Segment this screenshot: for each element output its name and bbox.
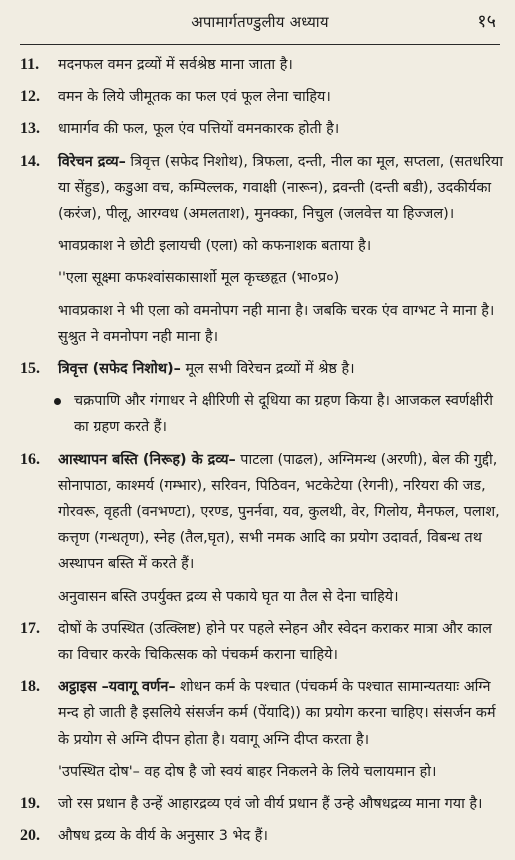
item-number: 20.	[20, 827, 40, 845]
item-text: औषध द्रव्य के वीर्य के अनुसार 3 भेद हैं।	[58, 828, 268, 845]
item-number: 11.	[20, 56, 40, 73]
list-item-15	[20, 356, 504, 382]
item-heading: त्रिवृत्त (सफेद निशोथ)–	[58, 361, 181, 378]
paragraph-note: अनुवासन बस्ति उपर्युक्त द्रव्य से पकाये घृत या तैल से देना चाहिये।	[58, 588, 399, 605]
item-number: 12.	[20, 88, 40, 106]
list-item-18	[20, 674, 504, 753]
bullet-icon	[54, 398, 61, 405]
list-item-11	[20, 52, 504, 78]
list-item-16	[20, 447, 504, 578]
item-text: शोधन कर्म के पश्चात (पंचकर्म के पश्चात सामान्यतयाः अग्नि मन्द हो जाती है इसलिये संसर्जन कर्म (पेंयादि)) का प्रयोग करना चाहिए। संसर्जन कर्म के प्रयोग से अग्नि दीपन होता है। यवागू अग्नि दीप्त करता है।	[58, 679, 496, 748]
list-item-12	[20, 84, 504, 110]
item-text: धामार्गव की फल, फूल एंव पत्तियों वमनकारक होती है।	[58, 121, 340, 138]
item-number: 16.	[20, 450, 40, 468]
item-number: 13.	[20, 120, 40, 138]
item-text: मदनफल वमन द्रव्यों में सर्वश्रेष्ठ माना जाता है।	[58, 57, 293, 73]
item-heading: आस्थापन बस्ति (निरूह) के द्रव्य–	[58, 451, 236, 468]
item-heading: विरेचन द्रव्य–	[58, 153, 126, 170]
list-item-14	[20, 149, 504, 228]
bullet-point	[74, 388, 504, 440]
page-number: १५	[477, 11, 496, 32]
item-text: दोषों के उपस्थित (उत्क्लिष्ट) होने पर पहले स्नेहन और स्वेदन कराकर मात्रा और काल का विचार करके चिकित्सक को पंचकर्म कराना चाहिये।	[58, 620, 492, 664]
chapter-title: अपामार्गतण्डुलीय अध्याय	[191, 13, 329, 31]
item-number: 19.	[20, 795, 40, 813]
list-item-19	[20, 791, 504, 817]
definition-note: 'उपस्थित दोष'– वह दोष है जो स्वयं बाहर निकलने के लिये चलायमान हो।	[58, 763, 437, 780]
item-text: त्रिवृत्त (सफेद निशोथ), त्रिफला, दन्ती, नील का मूल, सप्तला, (सतधरिया या सेंहुड), कडुआ वच, कम्पिल्लक, गवाक्षी (नारून), द्रवन्ती (दन्ती बडी), उदकीर्यका (करंज), पीलू, आरग्वध (अमलताश), मुनक्का, निचुल (जलवेत्त या हिज्जल)।	[58, 153, 504, 223]
item-number: 15.	[20, 360, 40, 378]
bullet-text: चक्रपाणि और गंगाधर ने क्षीरिणी से दूधिया का ग्रहण किया है। आजकल स्वर्णक्षीरी का ग्रहण करते हैं।	[74, 393, 493, 436]
page-header	[20, 0, 500, 45]
paragraph-note: भावप्रकाश ने छोटी इलायची (एला) को कफनाशक बताया है।	[58, 238, 372, 255]
item-number: 17.	[20, 619, 40, 637]
item-number: 18.	[20, 678, 40, 696]
item-text: मूल सभी विरेचन द्रव्यों में श्रेष्ठ है।	[180, 361, 355, 378]
list-item-13	[20, 116, 504, 142]
item-heading: अट्ठाइस –यवागू वर्णन–	[58, 679, 176, 696]
item-text: जो रस प्रधान है उन्हें आहारद्रव्य एवं जो वीर्य प्रधान हैं उन्हे औषधद्रव्य माना गया है।	[58, 796, 483, 813]
list-item-17	[20, 616, 504, 668]
paragraph-note: भावप्रकाश ने भी एला को वमनोपग नही माना है। जबकि चरक एंव वाग्भट ने माना है। सुश्रुत ने वमनोपग नही माना है।	[58, 302, 495, 345]
item-text: वमन के लिये जीमूतक का फल एवं फूल लेना चाहिय।	[58, 89, 331, 106]
page-body	[20, 52, 504, 855]
sanskrit-quote: ''एला सूक्ष्मा कफश्वांसकासार्शो मूल कृच्छहृत (भा०प्र०)	[58, 270, 340, 287]
item-text: पाटला (पाढल), अग्निमन्थ (अरणी), बेल की गुद्दी, सोनापाठा, काश्मर्य (गम्भार), सरिवन, पिठिवन, भटकेटेया (रेगनी), नरियरा की जड, गोरवरू, वृहती (वनभण्टा), एरण्ड, पुनर्नवा, यव, कुलथी, वेर, गिलोय, मैनफल, पलाश, कत्तृण (गन्धतृण), स्नेह (तैल,घृत), सभी नमक आदि का प्रयोग उदावर्त, विबन्ध तथ अस्थापन बस्ति में करते हैं।	[58, 451, 500, 573]
item-number: 14.	[20, 152, 40, 170]
list-item-20	[20, 823, 504, 849]
